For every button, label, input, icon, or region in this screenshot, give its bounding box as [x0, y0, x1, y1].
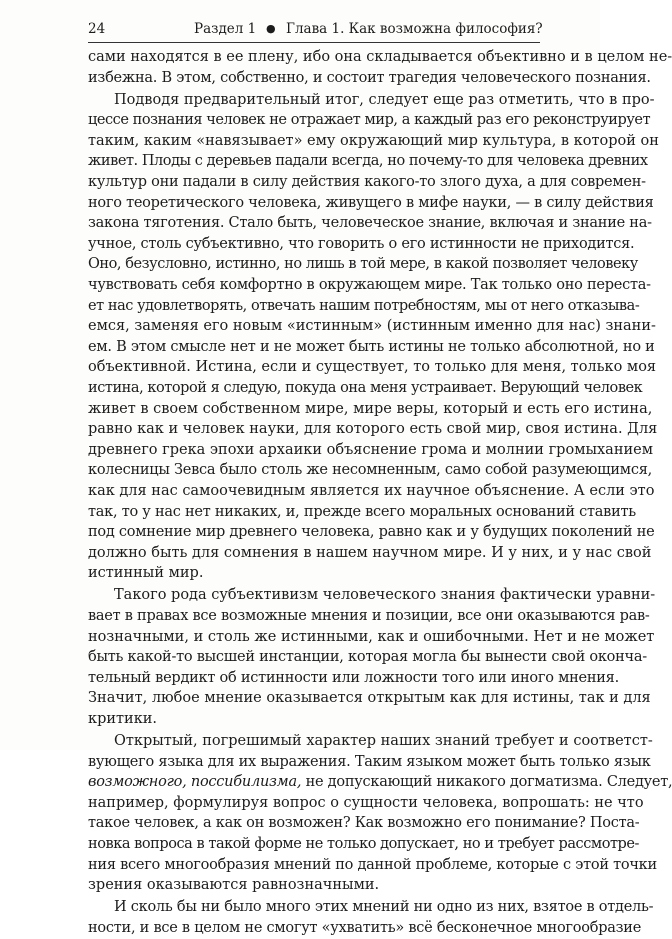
text-line: ет нас удовлетворять, отвечать нашим потребностям, мы от него отказыва-	[88, 297, 640, 314]
text-line: Такого рода субъективизм человеческого знания фактически уравни-	[114, 587, 656, 604]
text-line: учное, столь субъективно, что говорить о его истинности не приходится.	[88, 235, 635, 252]
text-line: Значит, любое мнение оказывается открытым как для истины, так и для	[88, 690, 651, 707]
emphasis-text: возможного, поссибилизма,	[88, 774, 302, 791]
text-line: вает в правах все возможные мнения и позиции, все они оказываются рав-	[88, 608, 650, 625]
text-line: ем. В этом смысле нет и не может быть истины не только абсолютной, но и	[88, 338, 655, 355]
text-line: истина, которой я следую, покуда она меня устраивает. Верующий человек	[88, 380, 643, 396]
text-line: цессе познания человек не отражает мир, а каждый раз его реконструирует	[88, 112, 651, 129]
text-line: культур они падали в силу действия какого-то злого духа, а для современ-	[88, 174, 646, 191]
running-head	[88, 18, 543, 40]
text-line: чувствовать себя комфортно в окружающем мире. Так только оно переста-	[88, 277, 651, 294]
text-line: зрения оказываются равнозначными.	[88, 877, 380, 894]
text-line: нозначными, и столь же истинными, как и ошибочными. Нет и не может	[88, 628, 655, 645]
text-line: колесницы Зевса было столь же несомненным, само собой разумеющимся,	[88, 462, 652, 479]
text-line: ния всего многообразия мнений по данной проблеме, которые с этой точки	[88, 856, 657, 873]
text-line: новка вопроса в такой форме не только допускает, но и требует рассмотре-	[88, 836, 639, 853]
text-line: Подводя предварительный итог, следует еще раз отметить, что в про-	[114, 91, 655, 108]
text-line: под сомнение мир древнего человека, равно как и у будущих поколений не	[88, 524, 655, 541]
page-number: 24	[88, 21, 106, 37]
text-line: И сколь бы ни было много этих мнений ни одно из них, взятое в отдель-	[114, 899, 654, 916]
text-line: равно как и человек науки, для которого есть свой мир, своя истина. Для	[88, 421, 658, 438]
text-line: такое человек, а как он возможен? Как возможно его понимание? Поста-	[88, 815, 640, 832]
text-line: избежна. В этом, собственно, и состоит трагедия человеческого познания.	[88, 69, 651, 86]
text-line: объективной. Истина, если и существует, то только для меня, только моя	[88, 359, 657, 376]
text-line: живет в своем собственном мире, мире веры, который и есть его истина,	[88, 400, 653, 417]
text-line: например, формулируя вопрос о сущности человека, вопрошать: не что	[88, 794, 644, 811]
chapter-title: Глава 1. Как возможна философия?	[286, 21, 543, 37]
text-line: емся, заменяя его новым «истинным» (истинным именно для нас) знани-	[88, 318, 656, 335]
text-line: сами находятся в ее плену, ибо она складывается объективно и в целом не-	[88, 49, 672, 65]
text-line: как для нас самоочевидным является их научное объяснение. А если это	[88, 482, 655, 499]
header-rule	[88, 42, 540, 43]
text-line: критики.	[88, 711, 158, 727]
text-line: древнего грека эпохи архаики объяснение грома и молнии громыханием	[88, 441, 654, 458]
body-text	[88, 47, 672, 939]
text-line: ного теоретического человека, живущего в мифе науки, — в силу действия	[88, 194, 654, 211]
text-line: быть какой-то высшей инстанции, которая могла бы вынести свой оконча-	[88, 649, 647, 666]
text-line	[88, 772, 672, 793]
text-line: тельный вердикт об истинности или ложности того или иного мнения.	[88, 669, 619, 686]
text-line: живет. Плоды с деревьев падали всегда, но почему-то для человека древних	[88, 153, 648, 170]
text-line: ности, и все в целом не смогут «ухватить» всё бесконечное многообразие	[88, 919, 642, 936]
text-line: истинный мир.	[88, 565, 204, 582]
text-line: закона тяготения. Стало быть, человеческое знание, включая и знание на-	[88, 215, 652, 232]
text-line: вующего языка для их выражения. Таким языком может быть только язык	[88, 753, 651, 770]
text-line: Оно, безусловно, истинно, но лишь в той мере, в какой позволяет человеку	[88, 256, 638, 273]
text-line: должно быть для сомнения в нашем научном мире. И у них, и у нас свой	[88, 544, 652, 561]
text-run: не допускающий никакого догматизма. Следует,	[301, 774, 672, 791]
section-title: Раздел 1	[194, 21, 257, 37]
bullet-separator-icon: ●	[266, 22, 276, 35]
text-line: таким, каким «навязывает» ему окружающий мир культура, в которой он	[88, 132, 659, 149]
text-line: так, то у нас нет никаких, и, прежде всего моральных оснований ставить	[88, 503, 636, 520]
text-line: Открытый, погрешимый характер наших знаний требует и соответст-	[114, 733, 653, 750]
